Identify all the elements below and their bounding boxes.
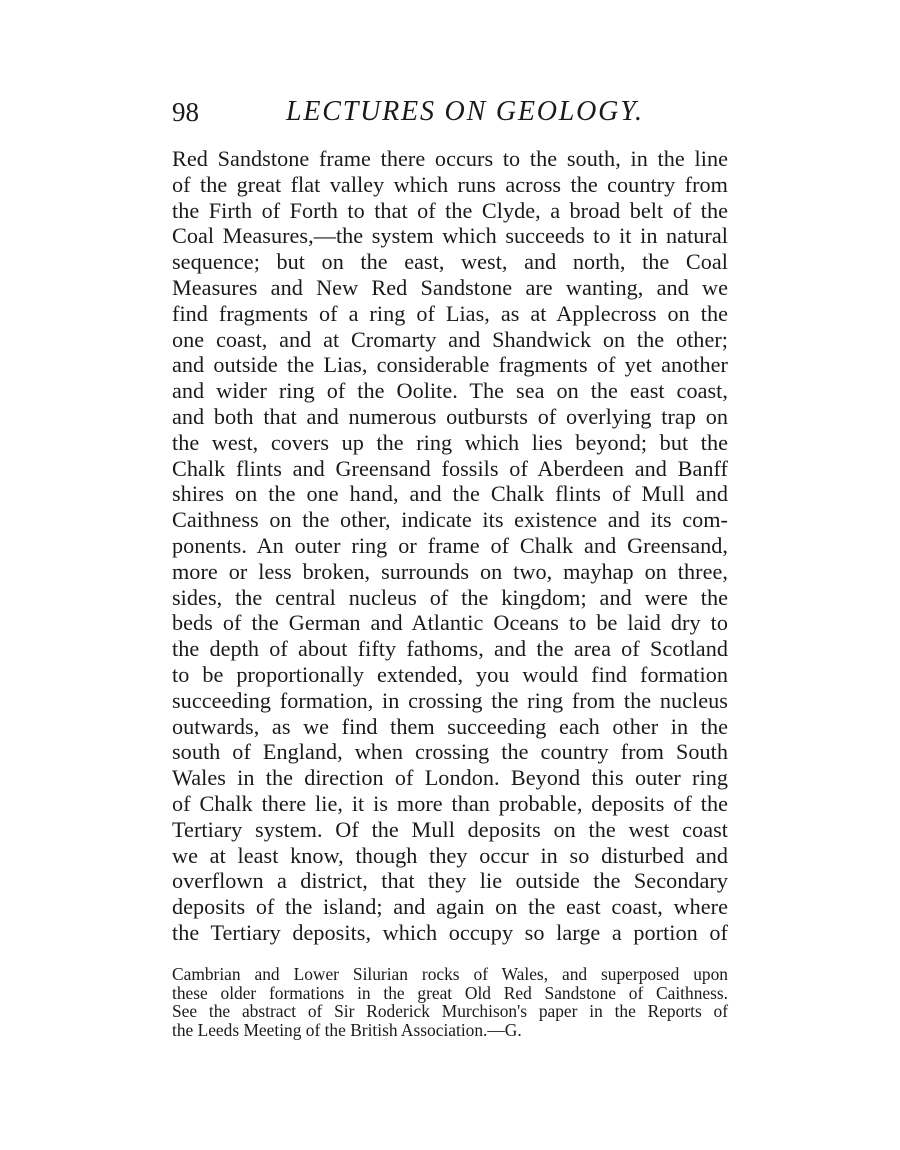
body-line: overflown a district, that they lie outside the Secondary	[172, 868, 728, 894]
footnote	[172, 965, 728, 1039]
body-line: succeeding formation, in crossing the ring from the nucleus	[172, 687, 728, 713]
body-line: and wider ring of the Oolite. The sea on the east coast,	[172, 378, 728, 404]
footnote-line: Cambrian and Lower Silurian rocks of Wales, and superposed upon	[172, 964, 728, 984]
body-line: Red Sandstone frame there occurs to the south, in the line	[172, 146, 728, 171]
running-title: LECTURES ON GEOLOGY.	[286, 96, 644, 127]
footnote-line: the Leeds Meeting of the British Association.—G.	[172, 1019, 522, 1040]
body-line: to be proportionally extended, you would find formation	[172, 661, 728, 687]
page-header	[172, 95, 732, 131]
body-line: of the great flat valley which runs across the country from	[172, 171, 728, 197]
body-line: Chalk flints and Greensand fossils of Aberdeen and Banff	[172, 455, 728, 481]
body-line: outwards, as we find them succeeding each other in the	[172, 713, 728, 739]
body-text	[172, 146, 728, 946]
body-line: the west, covers up the ring which lies beyond; but the	[172, 429, 728, 455]
body-line: deposits of the island; and again on the east coast, where	[172, 894, 728, 920]
body-line: the depth of about fifty fathoms, and the area of Scotland	[172, 636, 728, 662]
body-line: sides, the central nucleus of the kingdom; and were the	[172, 584, 728, 610]
body-line: beds of the German and Atlantic Oceans to be laid dry to	[172, 610, 728, 636]
body-line: Measures and New Red Sandstone are wanting, and we	[172, 274, 728, 300]
body-line: shires on the one hand, and the Chalk flints of Mull and	[172, 481, 728, 507]
body-line: and both that and numerous outbursts of overlying trap on	[172, 403, 728, 429]
body-line: one coast, and at Cromarty and Shandwick on the other;	[172, 326, 728, 352]
body-line: Wales in the direction of London. Beyond this outer ring	[172, 765, 728, 791]
footnote-line: See the abstract of Sir Roderick Murchison's paper in the Reports of	[172, 1001, 728, 1022]
body-line: more or less broken, surrounds on two, mayhap on three,	[172, 558, 728, 584]
body-line: the Firth of Forth to that of the Clyde, a broad belt of the	[172, 197, 728, 223]
body-line: ponents. An outer ring or frame of Chalk and Greensand,	[172, 532, 728, 558]
body-line: and outside the Lias, considerable fragments of yet another	[172, 352, 728, 378]
body-line: of Chalk there lie, it is more than probable, deposits of the	[172, 790, 728, 816]
body-line: Coal Measures,—the system which succeeds to it in natural	[172, 223, 728, 249]
body-line: sequence; but on the east, west, and north, the Coal	[172, 249, 728, 275]
body-line: Caithness on the other, indicate its existence and its com-	[172, 507, 728, 533]
page-number: 98	[172, 97, 199, 127]
body-line: Tertiary system. Of the Mull deposits on the west coast	[172, 816, 728, 842]
body-line: find fragments of a ring of Lias, as at Applecross on the	[172, 300, 728, 326]
footnote-line: these older formations in the great Old Red Sandstone of Caithness.	[172, 982, 728, 1003]
body-line: south of England, when crossing the country from South	[172, 739, 728, 765]
body-line: the Tertiary deposits, which occupy so large a portion of	[172, 919, 728, 945]
body-line: we at least know, though they occur in so disturbed and	[172, 842, 728, 868]
